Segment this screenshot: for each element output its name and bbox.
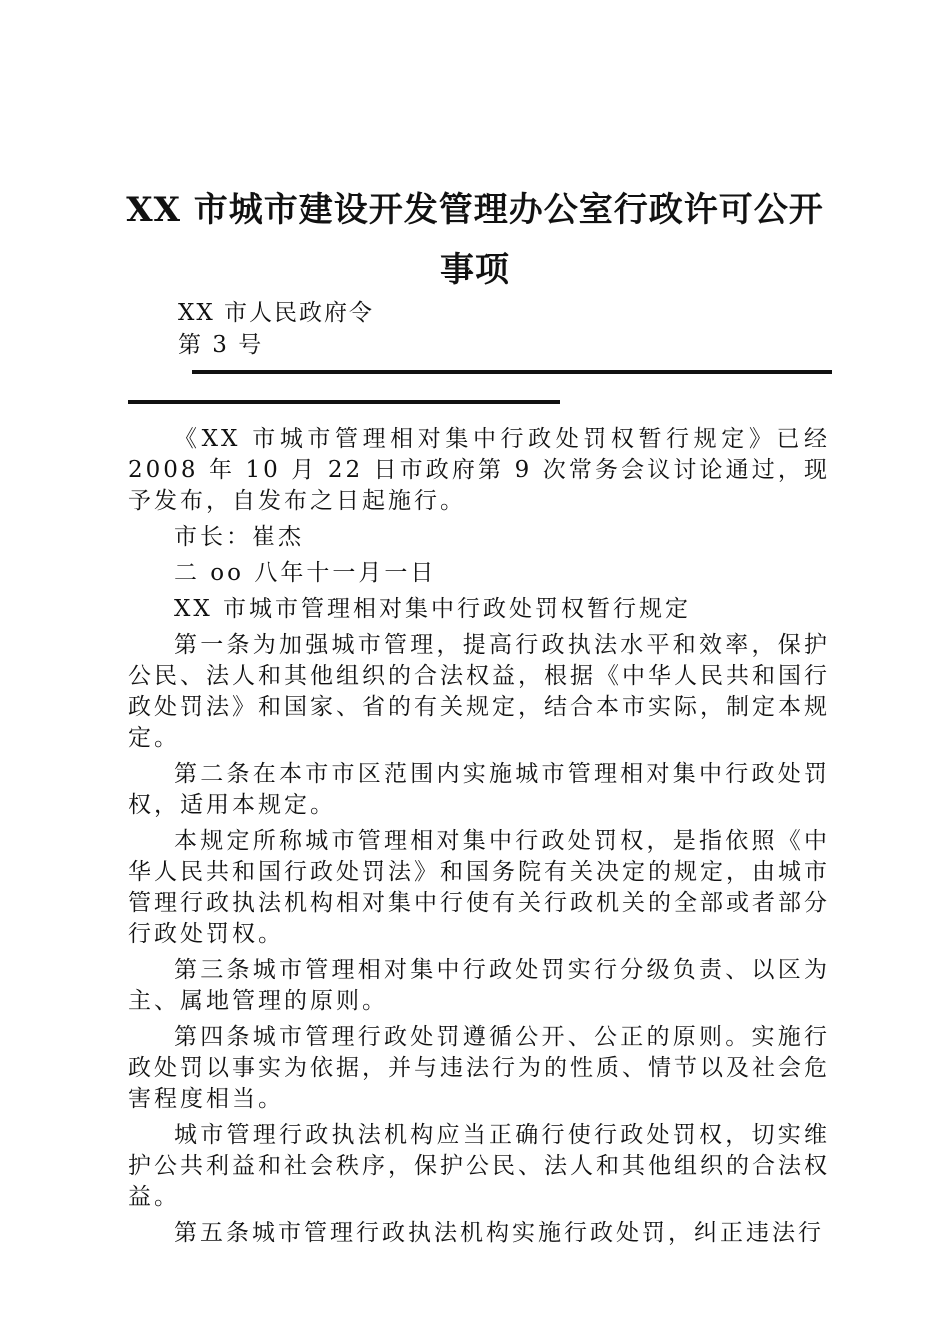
document-title-line-2: 事项	[440, 250, 510, 290]
document-body	[128, 424, 830, 1254]
order-number: 第 3 号	[178, 332, 264, 358]
paragraph-article-3: 第三条城市管理相对集中行政处罚实行分级负责、以区为主、属地管理的原则。	[128, 957, 830, 1014]
order-issuer: XX 市人民政府令	[178, 300, 375, 326]
paragraph-regulation-title: XX 市城市管理相对集中行政处罚权暂行规定	[174, 596, 692, 622]
paragraph-article-2: 第二条在本市市区范围内实施城市管理相对集中行政处罚权，适用本规定。	[128, 761, 830, 818]
paragraph-article-5: 第五条城市管理行政执法机构实施行政处罚，纠正违法行	[174, 1220, 824, 1246]
paragraph-article-4-continued: 城市管理行政执法机构应当正确行使行政处罚权，切实维护公共利益和社会秩序，保护公民、法人和其他组织的合法权益。	[128, 1122, 830, 1210]
document-title-line-1: XX 市城市建设开发管理办公室行政许可公开	[126, 190, 824, 230]
paragraph-article-1: 第一条为加强城市管理，提高行政执法水平和效率，保护公民、法人和其他组织的合法权益，根据《中华人民共和国行政处罚法》和国家、省的有关规定，结合本市实际，制定本规定。	[128, 632, 830, 751]
paragraph-article-4: 第四条城市管理行政处罚遵循公开、公正的原则。实施行政处罚以事实为依据，并与违法行为的性质、情节以及社会危害程度相当。	[128, 1024, 830, 1112]
paragraph-article-2-definition: 本规定所称城市管理相对集中行政处罚权，是指依照《中华人民共和国行政处罚法》和国务院有关决定的规定，由城市管理行政执法机构相对集中行使有关行政机关的全部或者部分行政处罚权。	[128, 828, 830, 947]
separator-rule-bottom	[128, 400, 560, 404]
paragraph-signatory: 市长：崔杰	[174, 524, 304, 550]
paragraph-date: 二 oo 八年十一月一日	[174, 560, 437, 586]
paragraph-promulgation: 《XX 市城市管理相对集中行政处罚权暂行规定》已经 2008 年 10 月 22 日市政府第 9 次常务会议讨论通过，现予发布，自发布之日起施行。	[128, 426, 830, 514]
separator-rule-top	[192, 370, 832, 374]
